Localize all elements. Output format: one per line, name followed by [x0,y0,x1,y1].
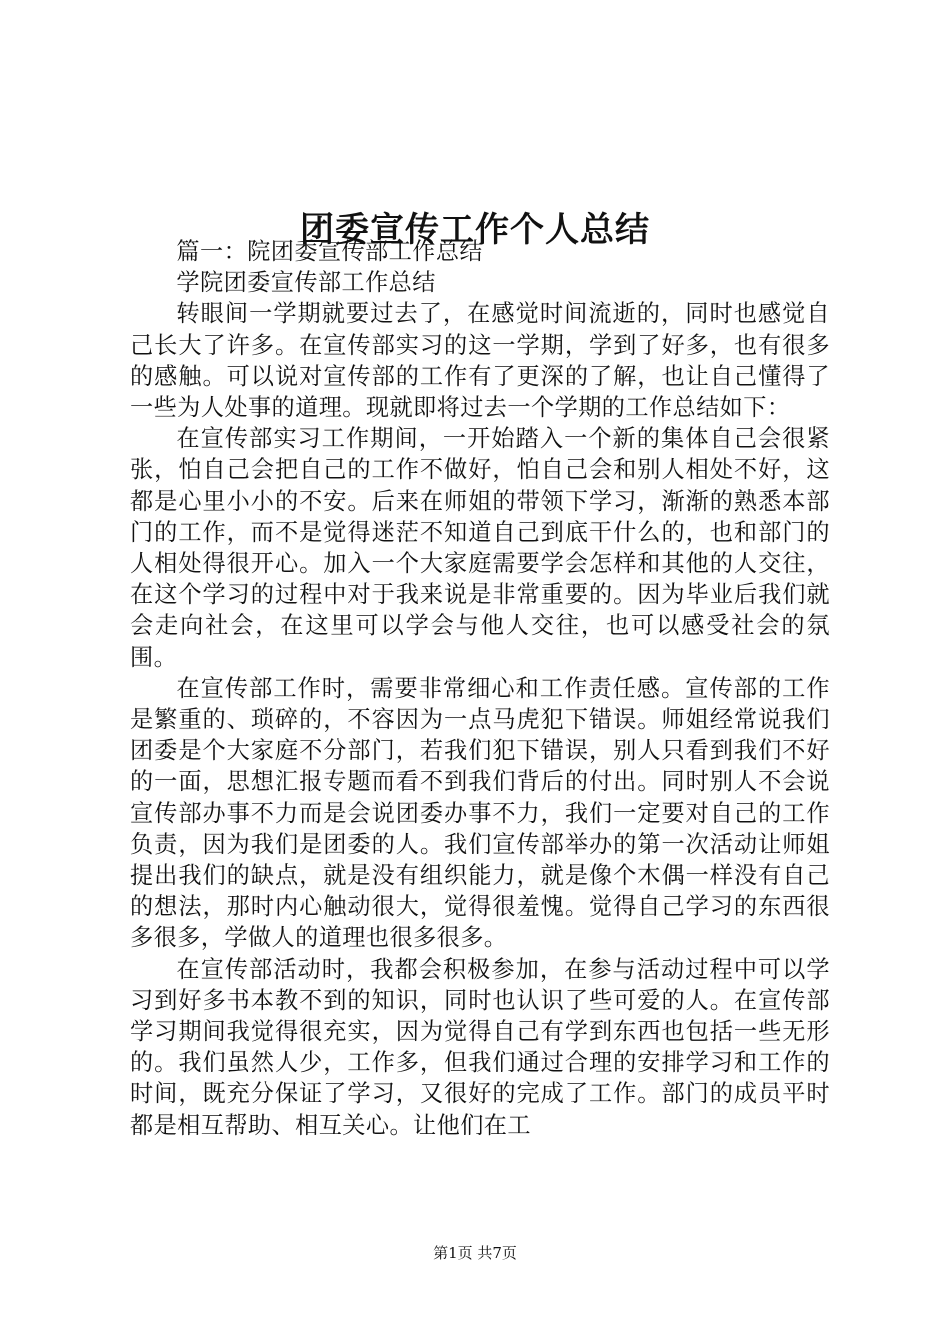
body-paragraph: 在宣传部活动时，我都会积极参加，在参与活动过程中可以学习到好多书本教不到的知识，同时也认识了些可爱的人。在宣传部学习期间我觉得很充实，因为觉得自己有学到东西也包括一些无形的。我们虽然人少，工作多，但我们通过合理的安排学习和工作的时间，既充分保证了学习，又很好的完成了工作。部门的成员平时都是相互帮助、相互关心。让他们在工 [130,955,830,1139]
body-paragraph: 在宣传部工作时，需要非常细心和工作责任感。宣传部的工作是繁重的、琐碎的，不容因为一点马虎犯下错误。师姐经常说我们团委是个大家庭不分部门，若我们犯下错误，别人只看到我们不好的一面，思想汇报专题而看不到我们背后的付出。同时别人不会说宣传部办事不力而是会说团委办事不力，我们一定要对自己的工作负责，因为我们是团委的人。我们宣传部举办的第一次活动让师姐提出我们的缺点，就是没有组织能力，就是像个木偶一样没有自己的想法，那时内心触动很大，觉得很羞愧。觉得自己学习的东西很多很多，学做人的道理也很多很多。 [130,674,830,952]
subheading: 学院团委宣传部工作总结 [176,269,436,297]
section-heading: 篇一：院团委宣传部工作总结 [176,238,484,265]
document-title: 团委宣传工作个人总结 [300,209,650,250]
document-body [130,236,830,1141]
page-number-footer: 第1页 共7页 [433,1244,517,1262]
body-paragraph: 在宣传部实习工作期间，一开始踏入一个新的集体自己会很紧张，怕自己会把自己的工作不做好，怕自己会和别人相处不好，这都是心里小小的不安。后来在师姐的带领下学习，渐渐的熟悉本部门的工作，而不是觉得迷茫不知道自己到底干什么的，也和部门的人相处得很开心。加入一个大家庭需要学会怎样和其他的人交往，在这个学习的过程中对于我来说是非常重要的。因为毕业后我们就会走向社会，在这里可以学会与他人交往，也可以感受社会的氛围。 [130,425,830,671]
body-paragraph: 转眼间一学期就要过去了，在感觉时间流逝的，同时也感觉自己长大了许多。在宣传部实习的这一学期，学到了好多，也有很多的感触。可以说对宣传部的工作有了更深的了解，也让自己懂得了一些为人处事的道理。现就即将过去一个学期的工作总结如下： [130,300,830,422]
